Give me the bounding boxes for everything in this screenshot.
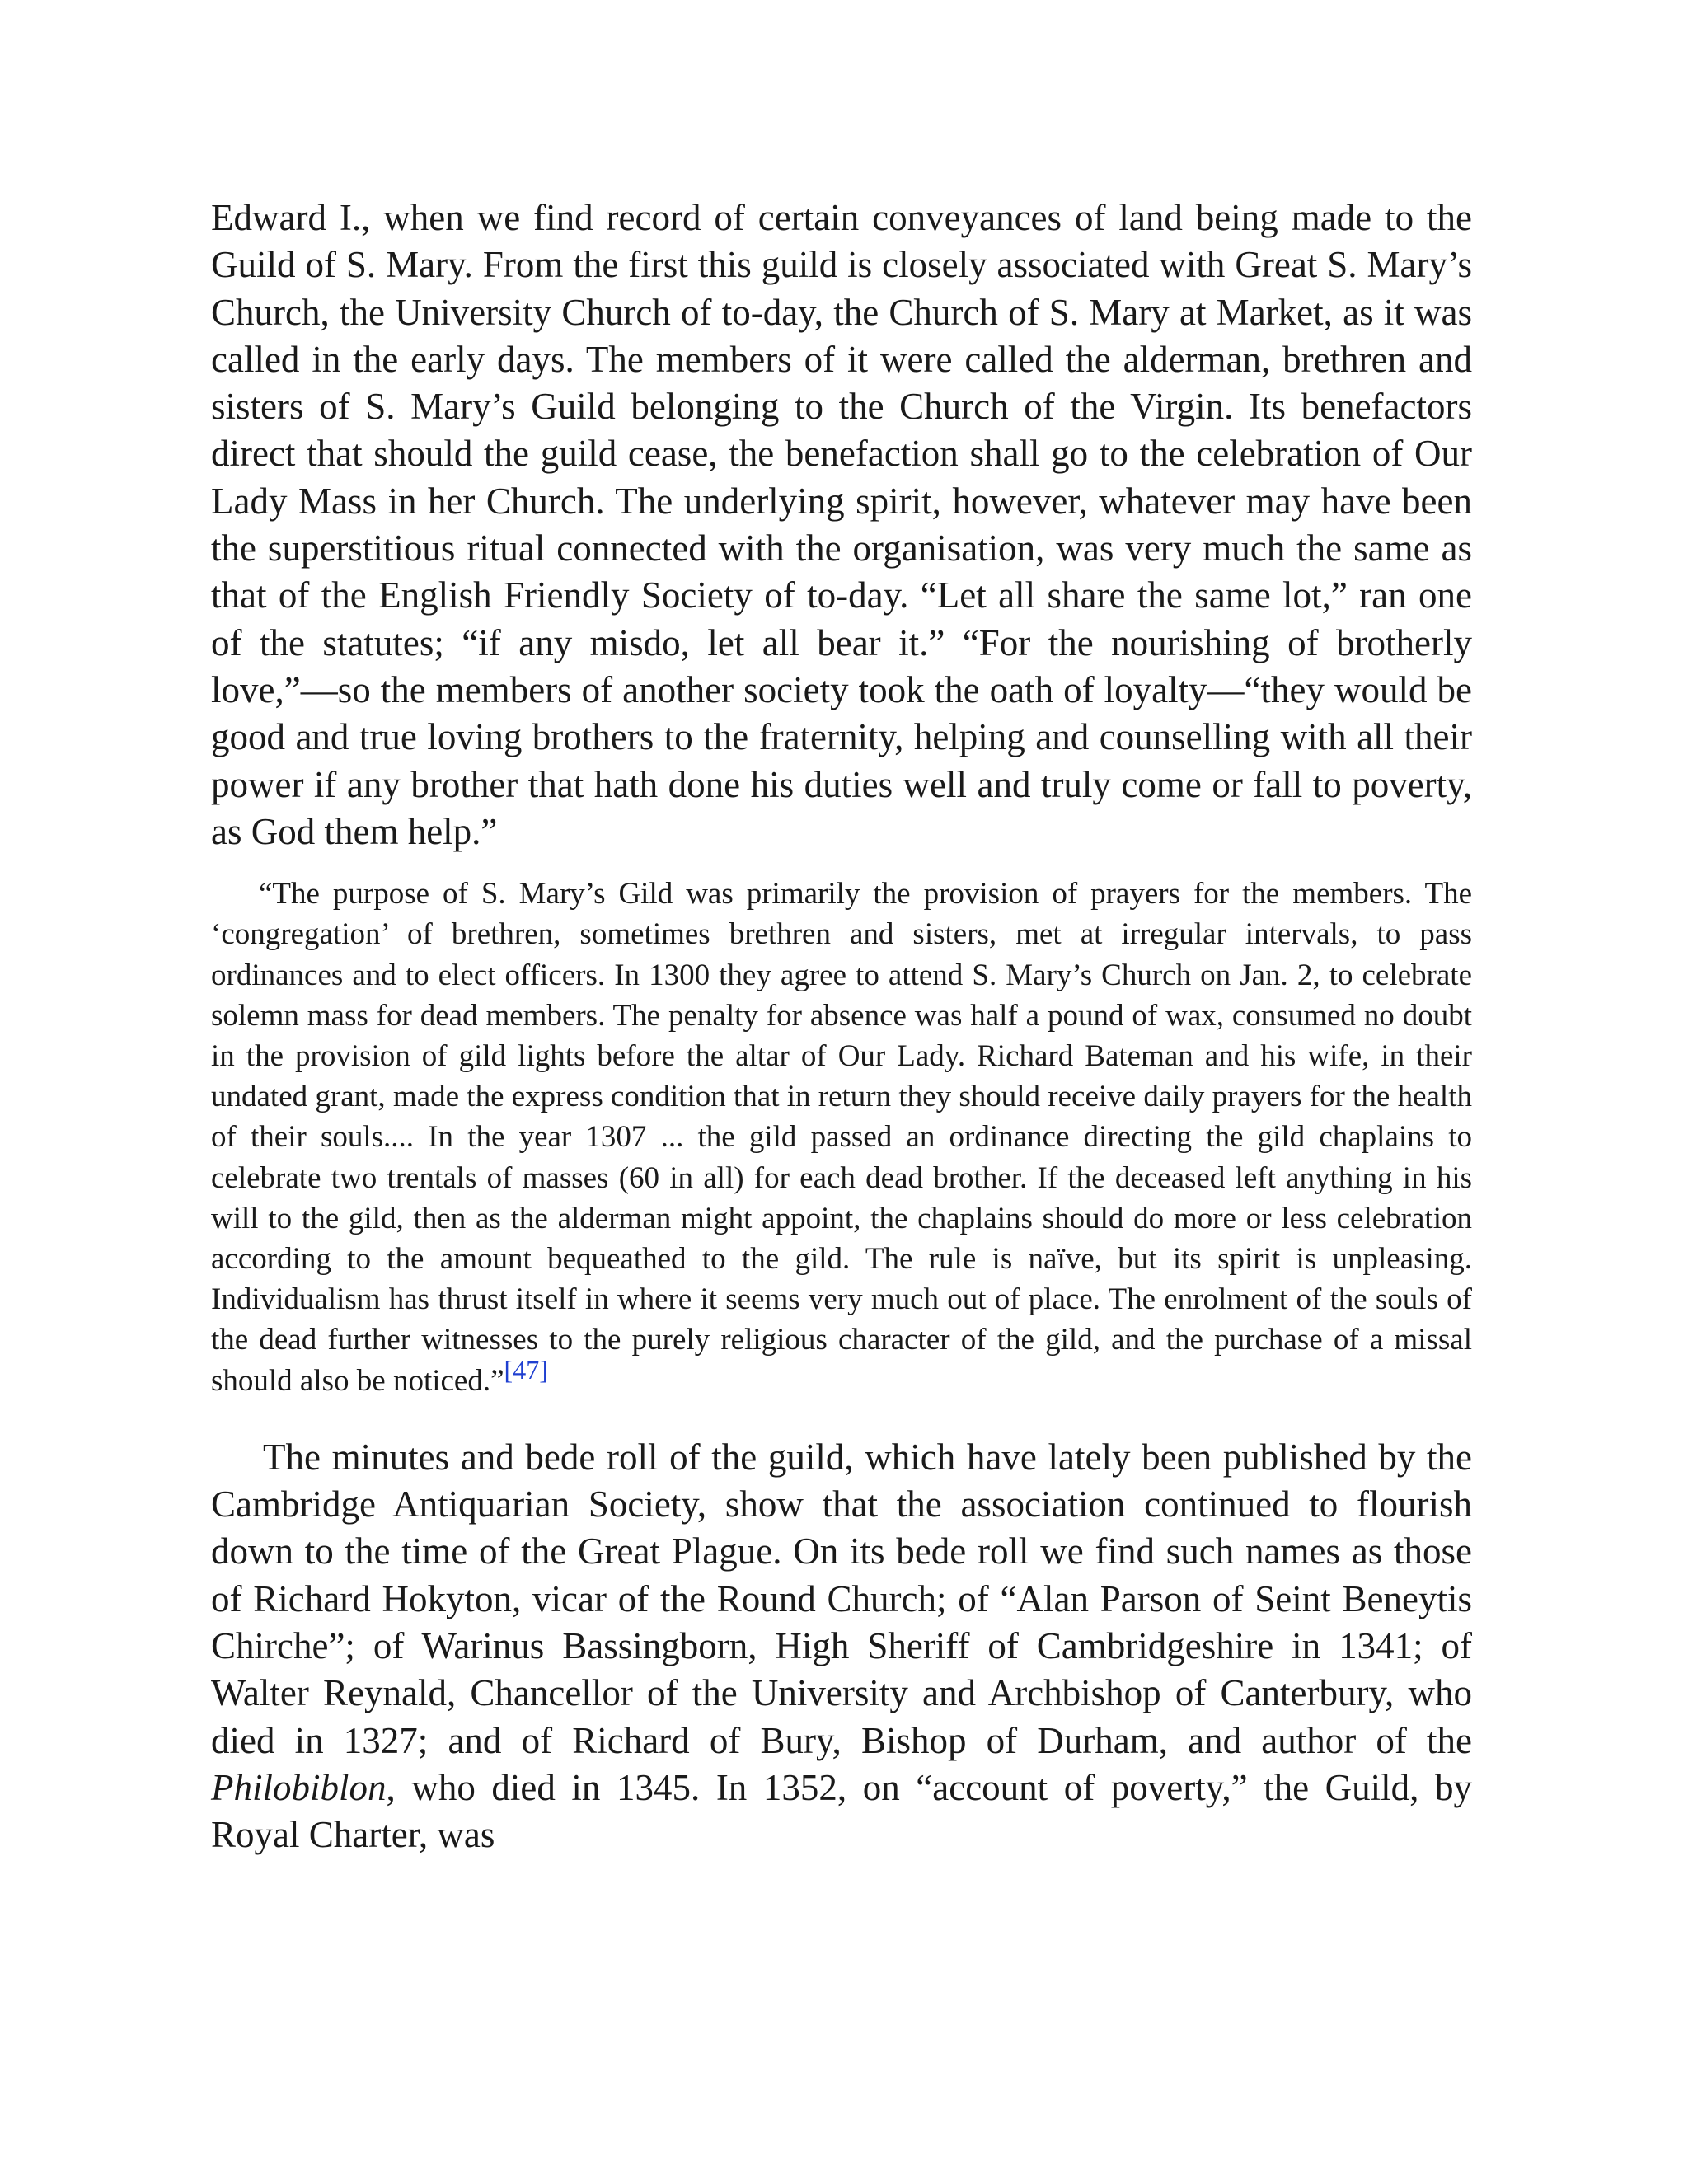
block-quotation (211, 874, 1472, 1401)
paragraph-2-text-a: The minutes and bede roll of the guild, which have lately been published by the Cambridge Antiquarian Society, show that the association continued to flourish down to the time of the Great Plague. On its bede roll we find such names as those of Richard Hokyton, vicar of the Round Church; of “Alan Parson of Seint Beneytis Chirche”; of Warinus Bassingborn, High Sheriff of Cambridgeshire in 1341; of Walter Reynald, Chancellor of the University and Archbishop of Canterbury, who died in 1327; and of Richard of Bury, Bishop of Durham, and author of the (211, 1436, 1472, 1761)
page-body (211, 194, 1472, 1858)
footnote-link[interactable]: [47] (504, 1354, 548, 1385)
book-title: Philobiblon (211, 1766, 387, 1808)
body-paragraph-2 (211, 1434, 1472, 1859)
paragraph-2-text-b: , who died in 1345. In 1352, on “account of poverty,” the Guild, by Royal Charter, was (211, 1766, 1472, 1856)
body-paragraph-1: Edward I., when we find record of certain conveyances of land being made to the Guild of S. Mary. From the first this guild is closely associated with Great S. Mary’s Church, the University Church of to-day, the Church of S. Mary at Market, as it was called in the early days. The members of it were called the alderman, brethren and sisters of S. Mary’s Guild belonging to the Church of the Virgin. Its benefactors direct that should the guild cease, the benefaction shall go to the celebration of Our Lady Mass in her Church. The underlying spirit, however, whatever may have been the superstitious ritual connected with the organisation, was very much the same as that of the English Friendly Society of to-day. “Let all share the same lot,” ran one of the statutes; “if any misdo, let all bear it.” “For the nourishing of brotherly love,”—so the members of another society took the oath of loyalty—“they would be good and true loving brothers to the fraternity, helping and counselling with all their power if any brother that hath done his duties well and truly come or fall to poverty, as God them help.” (211, 197, 1472, 852)
quotation-text: “The purpose of S. Mary’s Gild was primarily the provision of prayers for the members. The ‘congregation’ of brethren, sometimes brethren and sisters, met at irregular intervals, to pass ordinances and to elect officers. In 1300 they agree to attend S. Mary’s Church on Jan. 2, to celebrate solemn mass for dead members. The penalty for absence was half a pound of wax, consumed no doubt in the provision of gild lights before the altar of Our Lady. Richard Bateman and his wife, in their undated grant, made the express condition that in return they should receive daily prayers for the health of their souls.... In the year 1307 ... the gild passed an ordinance directing the gild chaplains to celebrate two trentals of masses (60 in all) for each dead brother. If the deceased left anything in his will to the gild, then as the alderman might appoint, the chaplains should do more or less celebration according to the amount bequeathed to the gild. The rule is naïve, but its spirit is unpleasing. Individualism has thrust itself in where it seems very much out of place. The enrolment of the souls of the dead further witnesses to the purely religious character of the gild, and the purchase of a missal should also be noticed.” (211, 877, 1472, 1398)
